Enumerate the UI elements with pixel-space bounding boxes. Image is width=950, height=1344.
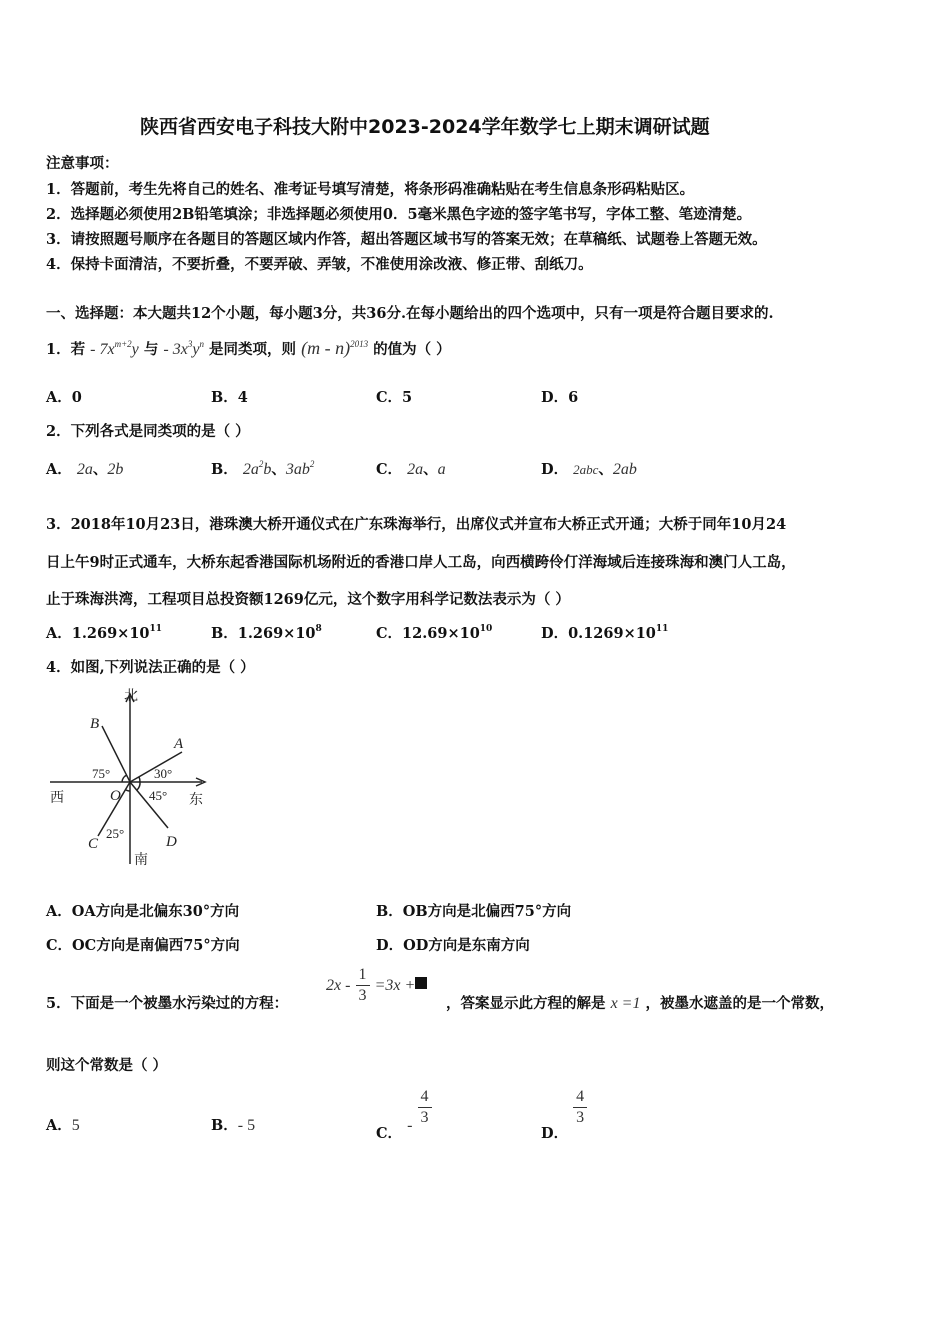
- label-west: 西: [50, 791, 64, 806]
- note-item: 3．请按照题号顺序在各题目的答题区域内作答，超出答题区域书写的答案无效；在草稿纸、试题卷上答题无效。: [46, 231, 767, 248]
- question-5-line-2: 则这个常数是（ ）: [46, 1057, 168, 1074]
- label-d: D: [166, 834, 177, 850]
- angle-25: 25°: [106, 826, 125, 841]
- q1-term-2: - $3x^3y^n$: [163, 339, 204, 358]
- question-5-prefix: 5．下面是一个被墨水污染过的方程：: [46, 995, 289, 1012]
- note-item: 4．保持卡面清洁，不要折叠，不要弄破、弄皱，不准使用涂改液、修正带、刮纸刀。: [46, 256, 593, 273]
- q1-option-b[interactable]: B．4: [211, 389, 248, 406]
- q4-option-d[interactable]: D．OD方向是东南方向: [376, 937, 530, 954]
- label-a: A: [174, 736, 184, 752]
- notes-heading: 注意事项：: [46, 155, 119, 172]
- q4-option-c[interactable]: C．OC方向是南偏西75°方向: [46, 937, 240, 954]
- q1-option-c[interactable]: C．5: [376, 389, 413, 406]
- label-b: B: [90, 716, 100, 732]
- compass-diagram: [44, 686, 224, 871]
- angle-45: 45°: [149, 788, 168, 803]
- q1-mid: 与: [143, 341, 159, 358]
- q5-solution: x =1: [610, 995, 641, 1012]
- label-east: 东: [189, 793, 203, 808]
- label-o: O: [110, 788, 121, 804]
- q1-suffix: 的值为（ ）: [373, 341, 451, 358]
- q5-equation: 2x - $\frac{1}{3}$ =3x +: [326, 966, 427, 1005]
- label-north: 北: [124, 689, 138, 704]
- angle-30: 30°: [154, 766, 173, 781]
- q1-prefix: 1．若: [46, 341, 86, 358]
- question-2: 2．下列各式是同类项的是（ ）: [46, 423, 250, 440]
- page-title: 陕西省西安电子科技大附中2023-2024学年数学七上期末调研试题: [140, 116, 710, 138]
- q1-option-d[interactable]: D．6: [541, 389, 579, 406]
- q5-option-b[interactable]: B．- 5: [211, 1117, 256, 1134]
- q5-option-a[interactable]: A．5: [46, 1117, 80, 1134]
- section-header: 一、选择题：本大题共12个小题，每小题3分，共36分.在每小题给出的四个选项中，只有一项是符合题目要求的.: [46, 305, 774, 322]
- question-3-line-3: 止于珠海洪湾，工程项目总投资额1269亿元，这个数字用科学记数法表示为（ ）: [46, 591, 570, 608]
- ink-blot: [415, 977, 427, 989]
- angle-75: 75°: [92, 766, 111, 781]
- q4-option-a[interactable]: A．OA方向是北偏东30°方向: [46, 903, 240, 920]
- question-3-line-2: 日上午9时正式通车，大桥东起香港国际机场附近的香港口岸人工岛，向西横跨伶仃洋海域后连接珠海和澳门人工岛，: [46, 554, 796, 571]
- q2-option-d[interactable]: D． 2abc、2ab: [541, 461, 637, 478]
- q1-option-a[interactable]: A．0: [46, 389, 82, 406]
- q5-option-d[interactable]: D． $\frac{4}{3}$: [541, 1088, 587, 1127]
- note-item: 1．答题前，考生先将自己的姓名、准考证号填写清楚，将条形码准确粘贴在考生信息条形码粘贴区。: [46, 181, 695, 198]
- q1-term-1: - $7x^{m+2}y$: [90, 339, 139, 358]
- question-5-mid: ，答案显示此方程的解是 x =1 ，被墨水遮盖的是一个常数，: [446, 995, 835, 1012]
- q3-option-c[interactable]: C．$12.69\times 10^{10}$: [376, 624, 493, 642]
- question-1: [46, 338, 451, 359]
- question-4: 4．如图,下列说法正确的是（ ）: [46, 659, 255, 676]
- q4-option-b[interactable]: B．OB方向是北偏西75°方向: [376, 903, 572, 920]
- note-item: 2．选择题必须使用2B铅笔填涂；非选择题必须使用0．5毫米黑色字迹的签字笔书写，字体工整、笔迹清楚。: [46, 206, 752, 223]
- q2-option-a[interactable]: A． 2a、2b: [46, 461, 124, 478]
- q2-option-b[interactable]: B． $2a^2b$、$3ab^2$: [211, 459, 315, 478]
- q3-option-a[interactable]: A．$1.269\times 10^{11}$: [46, 624, 163, 642]
- label-c: C: [88, 836, 99, 852]
- question-3-line-1: 3．2018年10月23日，港珠澳大桥开通仪式在广东珠海举行，出席仪式并宣布大桥正式开通；大桥于同年10月24: [46, 516, 787, 533]
- q3-option-d[interactable]: D．$0.1269\times 10^{11}$: [541, 624, 669, 642]
- q1-expression: (m - n)$^{2013}$: [301, 338, 369, 358]
- q2-option-c[interactable]: C． 2a、a: [376, 461, 446, 478]
- label-south: 南: [134, 853, 148, 868]
- q3-option-b[interactable]: B．$1.269\times 10^8$: [211, 624, 322, 642]
- q1-mid2: 是同类项，则: [209, 341, 297, 358]
- q5-option-c[interactable]: C． - $\frac{4}{3}$: [376, 1088, 432, 1127]
